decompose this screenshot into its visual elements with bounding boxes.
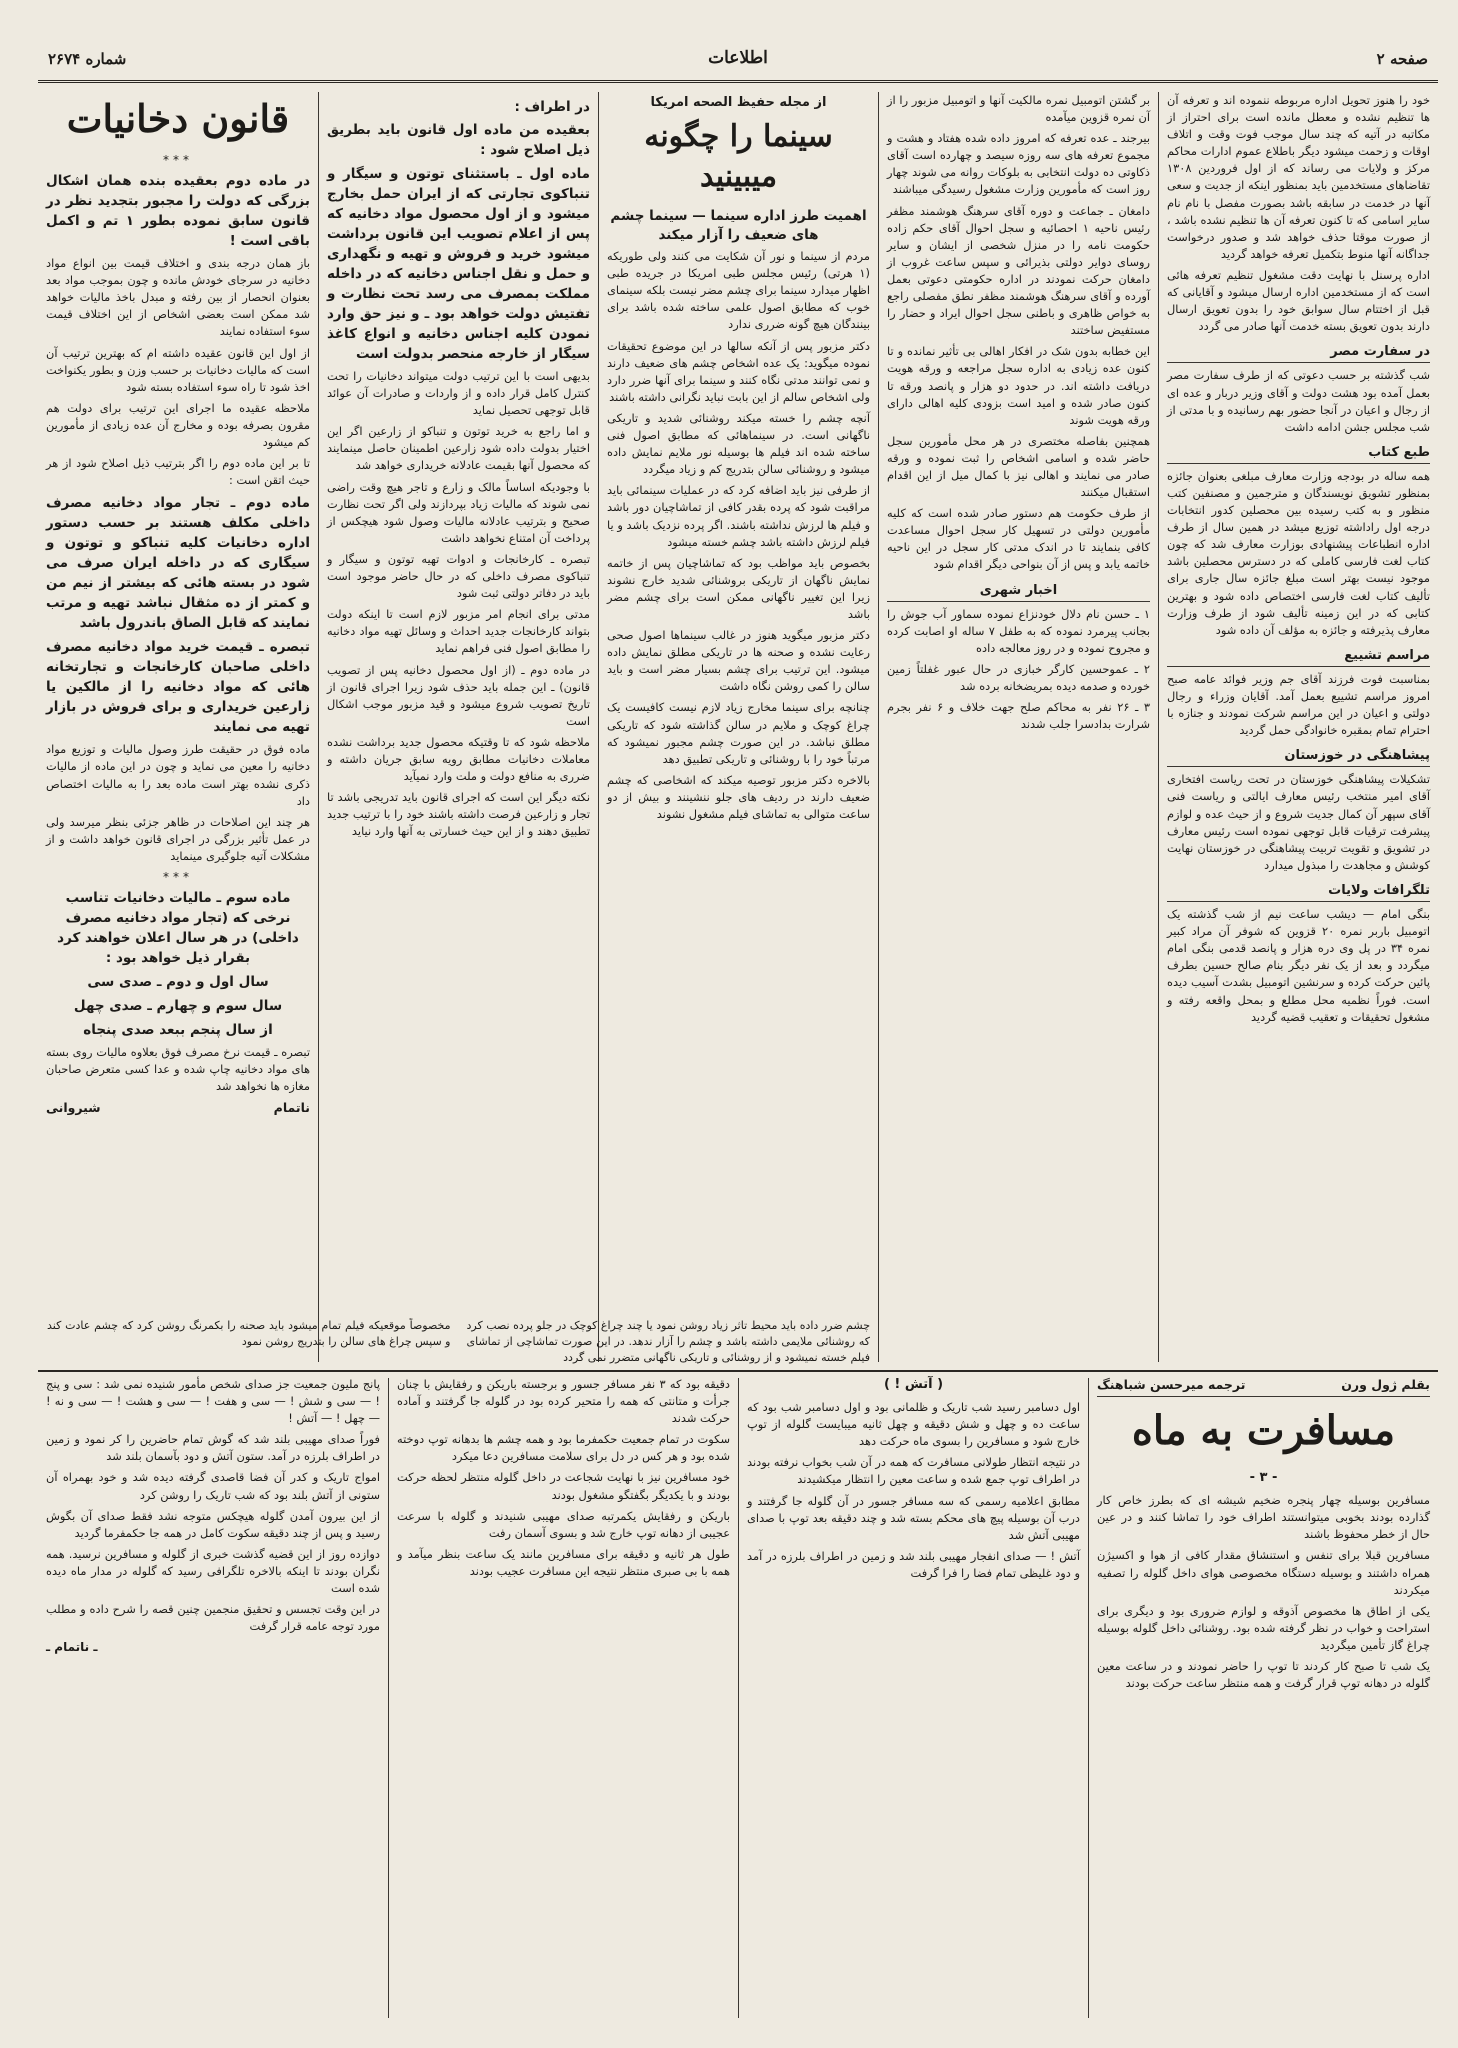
paragraph: تبصره ـ قیمت نرخ مصرف فوق بعلاوه مالیات روی بسته های مواد دخانیه چاپ شده و عدا کسی متعرض صاحبان مغازه ها نخواهد شد	[46, 1045, 310, 1094]
column-5	[38, 92, 318, 1368]
serial-paragraph: دوازده روز از این قضیه گذشت خبری از گلوله و مسافرین نرسید. همه نگران بودند تا اینکه بالاخره تلگرافی رسید که گلوله در مدار ماه دیده شده است	[46, 1546, 380, 1596]
serial-paragraph: پانج ملیون جمعیت جز صدای شخص مأمور شنیده نمی شد : سی و پنج ! — سی و شش ! — سی و هفت ! — سی و هشت ! — سی و نه ! — چهل ! — آتش !	[46, 1377, 380, 1426]
paragraph: چنانچه برای سینما مخارج زیاد لازم نیست کافیست یک چراغ کوچک و ملایم در سالن گذاشته شود که تاریکی مطلق نباشد. در این صورت چشم مجبور نمیشود که مرتباً خود را با روشنائی و تاریکی تطبیق دهد	[607, 700, 870, 766]
separator-stars: ***	[163, 153, 193, 167]
paragraph: بالاخره دکتر مزبور توصیه میکند که اشخاصی که چشم ضعیف دارند در ردیف های جلو ننشینند و بیش از دو ساعت متوالی به تماشای فیلم مشغول نشوند	[607, 772, 870, 821]
serial-paragraph: آتش ! — صدای انفجار مهیبی بلند شد و زمین در اطراف بلرزه در آمد و دود غلیظی تمام فضا را فرا گرفت	[747, 1548, 1080, 1580]
col1-paragraphs	[1167, 92, 1430, 335]
col5-paragraphs-2	[46, 741, 310, 865]
paragraph: ملاحظه شود که تا وقتیکه محصول جدید برداشت نشده معاملات دخانیات مطابق رویه سابق جریان داشته و ضرری به منافع دولت و ملت وارد نمیآید	[327, 734, 590, 784]
paragraph: تبصره ـ کارخانجات و ادوات تهیه توتون و سیگار و تنباکوی مصرف داخلی که در حال حاضر موجود است باید در دفاتر دولتی ثبت شود	[327, 551, 590, 601]
section-heading-city-news: اخبار شهری	[887, 582, 1150, 602]
serial-header	[1097, 1376, 1430, 1397]
paragraph: دامغان ـ جماعت و دوره آقای سرهنگ هوشمند مظفر رئیس ناحیه ۱ احصائیه و سجل احوال آقای حکم زاده حکومت نامه را در منزل شخصی از ایشان و سایر روسای دوایر دولتی بذیرائی و سپس ساعت غروب از دامغان حرکت نمودند در اداره حکومتی دعوتی بعمل آورده و آقای سرهنگ هوشمند مظفر نطق مفصلی راجع به خواص ظاهری و باطنی سجل احوال ایراد و حضار را مستفیض ساختند	[887, 203, 1150, 338]
khuzestan-text: تشکیلات پیشاهنگی خوزستان در تحت ریاست افتخاری آقای امیر منتخب رئیس معارف ایالتی و ریاست فنی آقای سپهر آن کمال جدیت شروع و از حیث عده و لوازم پیشرفت ترقیات قابل توجهی نموده است رئیس معارف در تشویق و تقویت تربیت پیشاهنگی در خوزستان نهایت کوشش و مجاهدت را مبذول میدارد	[1167, 772, 1430, 872]
paragraph: اداره پرسنل با نهایت دقت مشغول تنظیم تعرفه هائی است که از مستخدمین اداره ارسال میشود و آقایانی که قبل از اختتام سال سوابق خود را بدون تعویق ارسال دارند بدون تعویق بسته خدمت آنها صادر می گردد	[1167, 267, 1430, 334]
serial-subhead-fire: ( آتش ! )	[883, 1377, 944, 1392]
serial-continued: ـ ناتمام ـ	[46, 1640, 98, 1655]
serial-paragraph: فوراً صدای مهیبی بلند شد که گوش تمام حاضرین را کر نمود و زمین در اطراف بلرزه در آمد. ستون آتش و دود بآسمان بلند شد	[46, 1432, 380, 1464]
paper-name: اطلاعات	[708, 48, 768, 68]
cinema-continuation-strip	[39, 1318, 878, 1368]
col5-bold-paragraphs	[46, 493, 310, 737]
serial-title: مسافرت به ماه	[1131, 1407, 1396, 1455]
tobacco-law-title: قانون دخانیات	[66, 96, 290, 141]
column-4	[319, 92, 598, 1368]
serial-paragraph: سکوت در تمام جمعیت حکمفرما بود و همه چشم ها بدهانه توپ دوخته شده بود و هر کس در دل برای سلامت مسافرین دعا میکرد	[397, 1432, 730, 1464]
col4-paragraphs	[327, 120, 590, 160]
paragraph: دکتر مزبور میگوید هنوز در غالب سینماها اصول صحی رعایت نشده و صحنه ها در تاریکی مطلق نمایش داده میشود. این ترتیب برای چشم بسیار مضر است و باید سالن را کمی روشن نگاه داشت	[607, 628, 870, 694]
serial-paragraph: در این وقت تجسس و تحقیق منجمین چنین قصه را شرح داده و مطلب مورد توجه عامه قرار گرفت	[46, 1602, 380, 1634]
city-news-item: ۱ ـ حسن نام دلال خودنزاع نموده سماور آب جوش را بجانب پیرمرد نموده که به طفل ۷ ساله او اصابت کرده و مجروح نموده و در روز معالجه داده	[887, 606, 1150, 655]
section-heading-funeral: مراسم تشییع	[1167, 647, 1430, 667]
serial-translator: ترجمه میرحسن شباهنگ	[1097, 1377, 1246, 1392]
paragraph: از طرفی نیز باید اضافه کرد که در عملیات سینمائی باید مراقبت شود که پرده بقدر کافی از تماشاچیان دور باشد و فیلم ها لرزش نداشته باشند. اگر پرده نزدیک باشد و یا فیلم لرزش داشته باشد چشم خسته میشود	[607, 483, 870, 549]
serial-paragraph: امواج تاریک و کدر آن فضا قاصدی گرفته دیده شد و خود بهمراه آن ستونی از آتش بلند بود که شب تاریک را روشن کرد	[46, 1470, 380, 1502]
city-news-item: ۳ ـ ۲۶ نفر به محاکم صلح جهت خلاف و ۶ نفر بجرم شرارت بدادسرا جلب شدند	[887, 700, 1150, 732]
law-article-rate: سال اول و دوم ـ صدی سی	[87, 974, 269, 991]
strip-para: مخصوصاً موقعیکه فیلم تمام میشود باید صحنه را بکمرنگ روشن کرد که چشم عادت کند و سپس چراغ های سالن را بتدریج روشن نمود	[47, 1319, 451, 1348]
section-heading-telegraph: تلگرافات ولایات	[1167, 882, 1430, 902]
serial-column-1	[1089, 1376, 1438, 2026]
serial-column-4	[38, 1376, 388, 2026]
cinema-article-title: سینما را چگونه میبینید	[644, 119, 833, 195]
column-2	[879, 92, 1158, 1368]
paragraph: ماده فوق در حقیقت طرز وصول مالیات و توزیع مواد دخانیه را معین می نماید و چون در این ماده از مالیات ذکری نشده بهتر است ماده بعد را به مالیات اختصاص داد	[46, 742, 310, 808]
paragraph: تا بر این ماده دوم را اگر بترتیب ذیل اصلاح شود از هر حیث اتقن است :	[46, 456, 310, 488]
law-article-rate: سال سوم و چهارم ـ صدی چهل	[73, 998, 283, 1015]
serial-author: بقلم ژول ورن	[1341, 1377, 1430, 1392]
newspaper-page	[38, 36, 1438, 2026]
cinema-article-body	[607, 248, 870, 823]
serial-paragraph: در نتیجه انتظار طولانی مسافرت که همه در آن شب بخواب نرفته بودند در اطراف توپ جمع شده و ساعت معین را انتظار میکشیدند	[747, 1455, 1080, 1487]
paragraph: از طرف حکومت هم دستور صادر شده است که کلیه مأمورین دولتی در تسهیل کار سجل احوال مساعدت کافی بنمایند تا در اندک مدتی کار سجل در این ناحیه خاتمه یابد و پس از آن بنواحی دیگر اقدام شود	[887, 506, 1150, 572]
cinema-article-subhead: اهمیت طرز اداره سینما — سینما چشم های ضعیف را آزار میکند	[610, 208, 867, 244]
paragraph: همچنین بفاصله مختصری در هر محل مأمورین سجل حاضر شده و اسامی اشخاص را ثبت نموده و ورقه صادر می نمایند و اهالی نیز با کمال میل از این اقدام استقبال میکنند	[887, 433, 1150, 500]
city-news-item: ۲ ـ عموحسین کارگر خبازی در حال عبور غفلتاً زمین خورده و صدمه دیده بمریضخانه برده شد	[887, 661, 1150, 693]
paragraph: بدیهی است با این ترتیب دولت میتواند دخانیات را تحت کنترل کامل قرار داده و از واردات و صادرات آن عوائد قابل توجهی تحصیل نماید	[327, 369, 590, 418]
paragraph: بر گشتن اتومبیل نمره مالکیت آنها و اتومبیل مزبور را از آن نمره قزوین میآمده	[887, 93, 1150, 125]
article-kicker: از مجله حفیظ الصحه امریکا	[650, 95, 827, 110]
page-label: صفحه ۲	[1376, 50, 1428, 68]
serial-column-3	[389, 1376, 738, 2026]
serial-col1-text	[1097, 1492, 1430, 1692]
col4-bold-paragraphs	[327, 164, 590, 364]
column-1	[1159, 92, 1438, 1368]
col5-paragraphs	[46, 255, 310, 489]
egypt-embassy-text: شب گذشته بر حسب دعوتی که از طرف سفارت مصر بعمل آمده بود هشت دولت و آقای وزیر دربار و عده ای از رجال و اعیان در آنجا حضور بهم رسانیده و با مدتی از شب مجلس جشن ادامه داشت	[1167, 368, 1430, 434]
serial-col2-text	[747, 1399, 1080, 1582]
col5-bold-paragraphs-2	[46, 888, 310, 1040]
serial-paragraph: دقیقه بود که ۳ نفر مسافر جسور و برجسته باریکن و رفقایش با چنان جرأت و متانتی که همه را متحیر کرده بود در گلوله جا گرفتند و آماده حرکت شدند	[397, 1377, 731, 1426]
tobacco-lead: در ماده دوم بعقیده بنده همان اشکال بزرگی که دولت را مجبور بتجدید نظر در قانون سابق نموده بطور ۱ تم و اکمل باقی است !	[46, 173, 310, 250]
serial-paragraph: طول هر ثانیه و دقیقه برای مسافرین مانند یک ساعت بنظر میآمد و همه با بی صبری منتظر نتیجه این مسافرت عجیب بودند	[397, 1546, 730, 1578]
col2-paragraphs	[887, 92, 1150, 574]
paragraph: آنچه چشم را خسته میکند روشنائی شدید و تاریکی ناگهانی است. در سینماهائی که مطابق اصول فنی ساخته شده اند فیلم ها بوسیله نور ملایم نمایش داده میشود و روشنائی سالن بتدریج کم و زیاد میگردد	[607, 410, 870, 477]
serial-paragraph: یک شب تا صبح کار کردند تا توپ را حاضر نمودند و در ساعت معین گلوله در دهانه توپ قرار گرفت و همه منتظر ساعت حرکت بودند	[1097, 1659, 1430, 1691]
paragraph: از اول این قانون عقیده داشته ام که بهترین ترتیب آن است که مالیات دخانیات بر حسب وزن و بطور یکنواخت اخذ شود تا راه سوء استفاده بسته شود	[46, 345, 310, 394]
law-article-rate: از سال پنجم ببعد صدی پنجاه	[83, 1022, 273, 1039]
col4-paragraphs-2	[327, 368, 590, 840]
paragraph: با وجودیکه اساساً مالک و زارع و تاجر هیچ وقت راضی نمی شوند که مالیات زیاد بپردازند ولی اگر تحت نظارت صحیح و بترتیب عادلانه مالیات وصول شود هیچکس از پرداخت آن امتناع نخواهد داشت	[327, 479, 590, 545]
masthead	[38, 36, 1438, 83]
section-divider	[38, 1370, 1438, 1372]
around-header: در اطراف :	[514, 99, 590, 115]
paragraph: مردم از سینما و نور آن شکایت می کنند ولی طوریکه (۱ هرتی) رئیس مجلس طبی امریکا در جریده طبی اظهار میدارد سینما برای چشم مضر نیست بلکه سینمای خوب که مطابق اصول علمی ساخته شده باشد برای بینندگان هیچ گونه ضرری ندارد	[607, 249, 870, 332]
paragraph: هر چند این اصلاحات در ظاهر جزئی بنظر میرسد ولی در عمل تأثیر بزرگی در اجرای قانون خواهد داشت و از مشکلات آتیه جلوگیری مینماید	[46, 814, 310, 863]
serial-column-2	[739, 1376, 1088, 2026]
section-heading-book: طبع کتاب	[1167, 444, 1430, 464]
paragraph: خود را هنوز تحویل اداره مربوطه ننموده اند و تعرفه آن ها تنظیم نشده و معطل مانده است برای احتراز از مکاتبه در آتیه که چند سال موجب فوت وقت و اتلاف اوقات و زحمت میشود دیگر باطلاع عموم ادارات محاکم مرکز و ولایات می رساند که از اول فروردین ۱۳۰۸ تقاضاهای مستخدمین باید بمنظور اینکه از جدیت و سعی آنها در خدمت در سابقه باشد بصورت مفصل با نام نام سایر اسامی که تا کنون تعرفه آن ها تنظیم نشده باشد ، از صورت موقتا حذف خواهد شد و صدور درخواست جداگانه آنها منوط بتکمیل تعرفه خواهد گردید	[1167, 93, 1430, 261]
city-news-list	[887, 606, 1150, 734]
serial-paragraph: مطابق اعلامیه رسمی که سه مسافر جسور در آن گلوله جا گرفتند و درب آن بوسیله پیچ های محکم بسته شد و چند دقیقه بعد توپ با صدای مهیبی آتش شد	[747, 1493, 1080, 1542]
serial-paragraph: باریکن و رفقایش یکمرتبه صدای مهیبی شنیدند و گلوله با سرعت عجیبی از دهانه توپ خارج شد و بسوی آسمان رفت	[397, 1508, 730, 1540]
paragraph: در ماده دوم ـ (از اول محصول دخانیه پس از تصویب قانون) ـ این جمله باید حذف شود زیرا اجرای قانون از تاریخ تصویب شروع میشود و قید مزبور موجب اشکال است	[327, 662, 590, 728]
separator-stars: ***	[163, 869, 193, 884]
serial-col3-text	[397, 1376, 730, 1580]
serial-paragraph: یکی از اطاق ها مخصوص آذوقه و لوازم ضروری بود و دیگری برای استراحت و خواب در نظر گرفته شده بود. روشنائی داخل گلوله بوسیله چراغ گاز تأمین میگردید	[1097, 1603, 1430, 1652]
serial-paragraph: خود مسافرین نیز با نهایت شجاعت در داخل گلوله منتظر لحظه حرکت بودند و با یکدیگر بگفتگو مشغول بودند	[397, 1470, 730, 1502]
paragraph: بیرجند ـ عده تعرفه که امروز داده شده هفتاد و هشت و مجموع تعرفه های سه روزه سیصد و چهارده است آقای ذکاوتی ده دولت انتخابی به بلوکات روانه می شوند چهار روز است که مأمورین وزارت مشغول رسیدگی میباشند	[887, 131, 1150, 197]
continued-note: ناتمام	[273, 1100, 310, 1116]
funeral-text: بمناسبت فوت فرزند آقای جم وزیر فوائد عامه صبح امروز مراسم تشییع بعمل آمد. آقایان وزراء و رجال دولتی و اعیان در این مراسم شرکت نمودند و جنازه با احترام تمام بمقبره خانوادگی حمل گردید	[1167, 671, 1430, 738]
law-article-rate: ماده سوم ـ مالیات دخانیات تناسب نرخی که (تجار مواد دخانیه مصرف داخلی) در هر سال اعلان خواهند کرد بقرار ذیل خواهد بود :	[57, 890, 299, 967]
strip-columns	[47, 1318, 870, 1368]
paragraph: بخصوص باید مواظب بود که تماشاچیان پس از خاتمه نمایش ناگهان از تاریکی بروشنائی شدید خارج نشوند زیرا این تغییر ناگهانی ممکن است برای چشم مضر باشد	[607, 555, 870, 621]
column-3	[599, 92, 878, 1368]
book-text: همه ساله در بودجه وزارت معارف مبلغی بعنوان جائزه بمنظور تشویق نویسندگان و مترجمین و مصنفین کتب منظور و به کتب رسیده بین محصلین کدور انتخابات درجه اول راداشته توزیع میشد در همین سال از طرف اداره انطباعات پیشنهادی بوزارت معارف شد که چون کتاب لغت فارسی کاملی که در دسترس محصلین باشد موجود نیست بهتر است مبلغ جائزه سال جاری برای تألیف کتاب لغت فارسی اختصاص داده شود و بهترین کتابی که در این زمینه تألیف شود از طرف وزارت معارف پذیرفته و جائزه به مؤلف آن داده شود	[1167, 468, 1430, 637]
section-heading-egypt-embassy: در سفارت مصر	[1167, 343, 1430, 363]
serial-paragraph: مسافرین بوسیله چهار پنجره ضخیم شیشه ای که بطرز خاص کار گذارده بودند بخوبی میتوانستند اطراف خود را تماشا کنند و در عین حال از خطر محفوظ باشند	[1097, 1493, 1430, 1542]
law-article-proposal: ماده اول ـ باستثنای توتون و سیگار و تنباکوی تجارتی که از ایران حمل بخارج میشود و از اول محصول مواد دخانیه که پس از اعلام تصویب این قانون برداشت میشود خرید و فروش و تهیه و نگهداری و حمل و نقل اجناس دخانیه که در داخله مملکت بمصرف می رسد تحت نظارت و تفتیش دولت خواهد بود ـ و نیز حق وارد نمودن کلیه اجناس دخانیه و انواع کاغذ سیگار از خارجه منحصر بدولت است	[327, 166, 590, 362]
paragraph: نکته دیگر این است که اجرای قانون باید تدریجی باشد تا تجار و زارعین فرصت داشته باشند خود را با ترتیب جدید تطبیق دهند و از این حیث خسارتی به آنها وارد نیاید	[327, 790, 590, 839]
strip-para: چشم ضرر داده باید محیط تاثر زیاد روشن نمود یا چند چراغ کوچک در جلو پرده نصب کرد که روشنائی ملایمی داشته باشد و چشم را آزار ندهد. در این صورت تماشاچی از تماشای فیلم خسته نمیشود و از روشنائی و تاریکی ناگهانی متضرر نمی گردد	[466, 1319, 870, 1364]
col5-paragraphs-3	[46, 1044, 310, 1095]
paragraph: بعقیده من ماده اول قانون باید بطریق ذیل اصلاح شود :	[327, 122, 590, 158]
serial-paragraph: از این بیرون آمدن گلوله هیچکس متوجه نشد فقط صدای آن بگوش رسید و پس از چند دقیقه سکوت کامل در همه جا حکمفرما گردید	[46, 1508, 380, 1540]
section-heading-khuzestan: پیشاهنگی در خوزستان	[1167, 747, 1430, 767]
paragraph: مدتی برای انجام امر مزبور لازم است تا اینکه دولت بتواند کارخانجات جدید احداث و وسائل تهیه مواد دخانیه را مطابق اصول فنی فراهم نماید	[327, 607, 590, 656]
author-signature: شیروانی	[46, 1100, 101, 1116]
serial-paragraph: مسافرین قبلا برای تنفس و استنشاق مقدار کافی از هوا و اکسیژن همراه داشتند و بوسیله دستگاه مخصوصی هوای داخل گلوله را تصفیه میکردند	[1097, 1548, 1430, 1597]
serial-chapter: - ۳ -	[1249, 1470, 1278, 1486]
paragraph: دکتر مزبور پس از آنکه سالها در این موضوع تحقیقات نموده میگوید: یک عده اشخاص چشم های ضعیف دارند و نمی توانند مدتی نگاه کنند و سینما برای آنها ضرر دارد ولی اشخاص سالم از این بابت نباید نگرانی داشته باشند	[607, 338, 870, 404]
law-article-proposal: ماده دوم ـ تجار مواد دخانیه مصرف داخلی مکلف هستند بر حسب دستور اداره دخانیات کلیه تنباکو و توتون و سیگاری که در داخله ایران صرف می شود در بسته هائی که بیشتر از نیم من و کمتر از ده مثقال نباشد تهیه و مرتب نمایند که قابل الصاق باندرول باشد	[46, 495, 310, 632]
paragraph: این خطابه بدون شک در افکار اهالی بی تأثیر نمانده و تا کنون عده زیادی به اداره سجل مراجعه و ورقه هویت دریافت داشته اند. در حدود دو هزار و پانصد ورقه تا کنون صادر شده و امید است بزودی کلیه اهالی دارای ورقه هویت شوند	[887, 344, 1150, 427]
telegraph-text: بنگی امام — دیشب ساعت نیم از شب گذشته یک اتومبیل باربر نمره ۲۰ قزوین که شوفر آن مراد کبیر نمره ۳۴ در پل وی دره هزار و پانصد قدمی بنگی امام میگردد و بعد از یک نفر دیگر بنام صالح حسین بطرف پائین حرکت کرده و سرنشین اتومبیل بشدت آسیب دیده است. فوراً نظمیه محل مطلع و بمحل واقعه رفته و مشغول تحقیقات و تعقیب قضیه گردید	[1167, 907, 1430, 1024]
paragraph: ملاحظه عقیده ما اجرای این ترتیب برای دولت هم مقرون بصرفه بوده و مخارج آن عده زیادی از مأمورین کم میشود	[46, 400, 310, 450]
issue-number: شماره ۲۶۷۴	[48, 50, 127, 68]
tobacco-footer	[46, 1099, 310, 1116]
paragraph: و اما راجع به خرید توتون و تنباکو از زارعین اگر این اختیار بدولت داده شود زارعین اطمینان حاصل مینمایند که محصول آنها بقیمت عادلانه خریداری خواهد شد	[327, 424, 590, 473]
serial-paragraph: اول دسامبر رسید شب تاریک و ظلمانی بود و اول دسامبر شب بود که ساعت ده و چهل و شش دقیقه و چهل ثانیه میبایست گلوله از توپ خارج شود و مسافرین را بسوی ماه حرکت دهد	[747, 1400, 1080, 1449]
law-article-proposal: تبصره ـ قیمت خرید مواد دخانیه مصرف داخلی صاحبان کارخانجات و تجارتخانه هائی که مواد دخانیه را از مالکین یا زارعین خریداری و برای فروش در بازار تهیه می نمایند	[46, 639, 310, 736]
serial-col4-text	[46, 1376, 380, 1635]
paragraph: باز همان درجه بندی و اختلاف قیمت بین انواع مواد دخانیه در سرجای خودش مانده و چون بموجب مواد بعد بعنوان انحصار از بین رفته و مبدل باخذ مالیات خواهد شد ممکن است بعضی اشخاص از این اختلاف قیمت سوء استفاده نمایند	[46, 256, 310, 339]
